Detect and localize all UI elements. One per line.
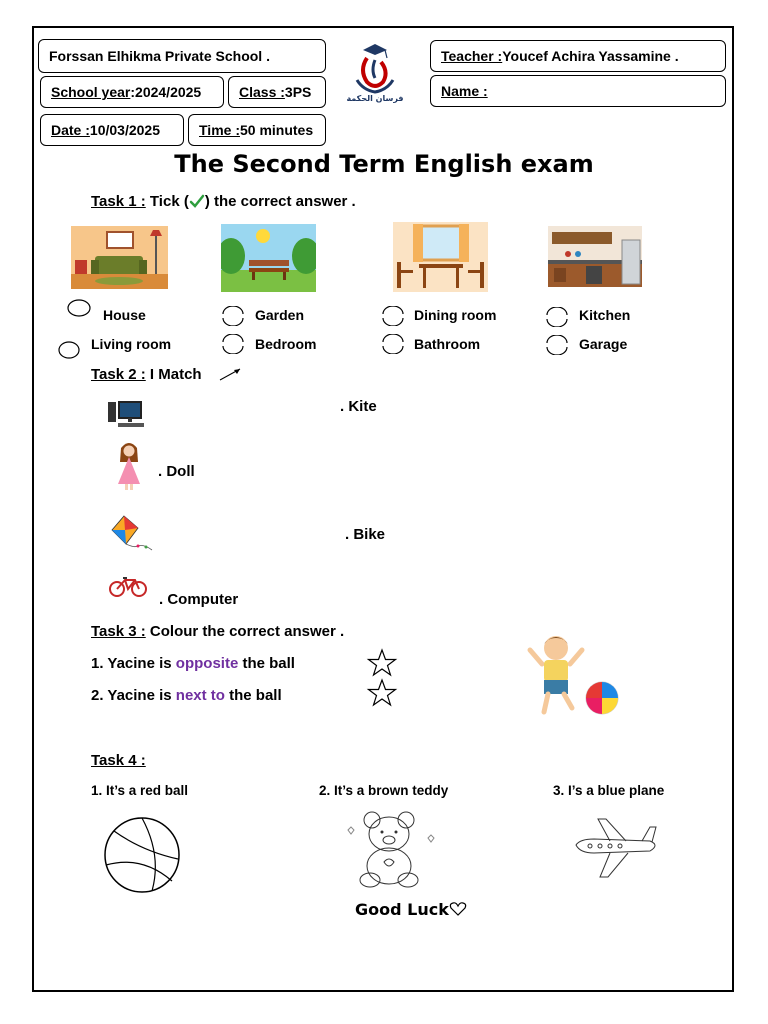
- star-icon-2[interactable]: [366, 678, 398, 708]
- time-label: Time :: [199, 122, 240, 138]
- check-icon: [189, 194, 205, 208]
- sentence-2-pre: 2. Yacine is: [91, 687, 176, 704]
- sentence-1-keyword: opposite: [175, 655, 239, 672]
- kite-image: [108, 514, 154, 554]
- logo-text: فرسان الحكمة: [346, 94, 404, 103]
- bike-image: [108, 574, 148, 598]
- option-house: House: [103, 307, 146, 323]
- garage-radio[interactable]: [544, 335, 570, 355]
- task1-heading: [91, 193, 356, 210]
- task4-item-ball: 1. It’s a red ball: [91, 783, 189, 798]
- task2-instruction: I Match: [145, 366, 202, 383]
- task1-instruction-post: ) the correct answer .: [204, 193, 356, 210]
- time-box: [188, 114, 326, 146]
- date-box: [40, 114, 184, 146]
- kitchen-radio[interactable]: [544, 307, 570, 327]
- living-room-radio[interactable]: [56, 340, 84, 360]
- match-word-kite: . Kite: [340, 398, 377, 415]
- option-garage: Garage: [579, 336, 628, 352]
- school-year-value: :2024/2025: [130, 84, 202, 100]
- teacher-label: Teacher :: [441, 48, 503, 64]
- date-label: Date :: [51, 122, 90, 138]
- task3-label: Task 3 :: [91, 623, 146, 640]
- house-radio[interactable]: [66, 298, 94, 318]
- class-box: [228, 76, 326, 108]
- bathroom-radio[interactable]: [380, 334, 406, 354]
- garden-image: [221, 224, 316, 292]
- school-year-box: [40, 76, 224, 108]
- task1-instruction-pre: Tick (: [145, 193, 189, 210]
- sentence-1-pre: 1. Yacine is: [91, 655, 176, 672]
- task1-label: Task 1 :: [91, 193, 146, 210]
- task4-label: Task 4 :: [91, 752, 146, 769]
- task3-sentence-2: [91, 687, 282, 704]
- match-word-doll: . Doll: [158, 463, 195, 480]
- task2-heading: [91, 366, 202, 383]
- garden-radio[interactable]: [220, 306, 246, 326]
- task4-heading: [91, 752, 146, 769]
- teacher-box: [430, 40, 726, 72]
- task2-label: Task 2 :: [91, 366, 146, 383]
- arrow-icon: [218, 365, 244, 383]
- match-word-computer: . Computer: [159, 591, 239, 608]
- task3-heading: [91, 623, 344, 640]
- doll-image: [112, 440, 146, 492]
- class-value: 3PS: [284, 84, 312, 100]
- task3-sentence-1: [91, 655, 295, 672]
- heart-icon: [449, 901, 467, 917]
- page-title: The Second Term English exam: [174, 150, 594, 178]
- kitchen-image: [548, 226, 642, 287]
- match-word-bike: . Bike: [345, 526, 386, 543]
- plane-outline-image[interactable]: [570, 815, 662, 885]
- teacher-value: Youcef Achira Yassamine .: [502, 48, 679, 64]
- good-luck-label: Good Luck: [355, 900, 449, 919]
- school-name: Forssan Elhikma Private School .: [49, 48, 270, 64]
- sentence-1-post: the ball: [238, 655, 295, 672]
- option-kitchen: Kitchen: [579, 307, 631, 323]
- option-garden: Garden: [255, 307, 305, 323]
- time-value: 50 minutes: [239, 122, 314, 138]
- dining-room-radio[interactable]: [380, 306, 406, 326]
- option-bedroom: Bedroom: [255, 336, 317, 352]
- date-value: 10/03/2025: [89, 122, 160, 138]
- living-room-image: [71, 226, 168, 289]
- dining-room-image: [393, 222, 488, 292]
- star-icon-1[interactable]: [366, 648, 398, 678]
- task4-item-teddy: 2. It’s a brown teddy: [319, 783, 449, 798]
- task3-instruction: Colour the correct answer .: [145, 623, 345, 640]
- boy-with-ball-image: [520, 630, 622, 720]
- option-living-room: Living room: [91, 336, 172, 352]
- option-dining-room: Dining room: [414, 307, 497, 323]
- school-logo: [345, 40, 405, 110]
- computer-image: [106, 396, 146, 430]
- school-year-label: School year: [51, 84, 131, 100]
- name-label: Name :: [441, 83, 488, 99]
- ball-outline-image[interactable]: [102, 815, 182, 895]
- school-box: [38, 39, 326, 73]
- task4-item-plane: 3. I’s a blue plane: [553, 783, 665, 798]
- name-box: [430, 75, 726, 107]
- bedroom-radio[interactable]: [220, 334, 246, 354]
- teddy-outline-image[interactable]: [340, 810, 438, 890]
- sentence-2-keyword: next to: [175, 687, 225, 704]
- sentence-2-post: the ball: [224, 687, 282, 704]
- class-label: Class :: [239, 84, 285, 100]
- option-bathroom: Bathroom: [414, 336, 481, 352]
- good-luck-text: [355, 900, 467, 919]
